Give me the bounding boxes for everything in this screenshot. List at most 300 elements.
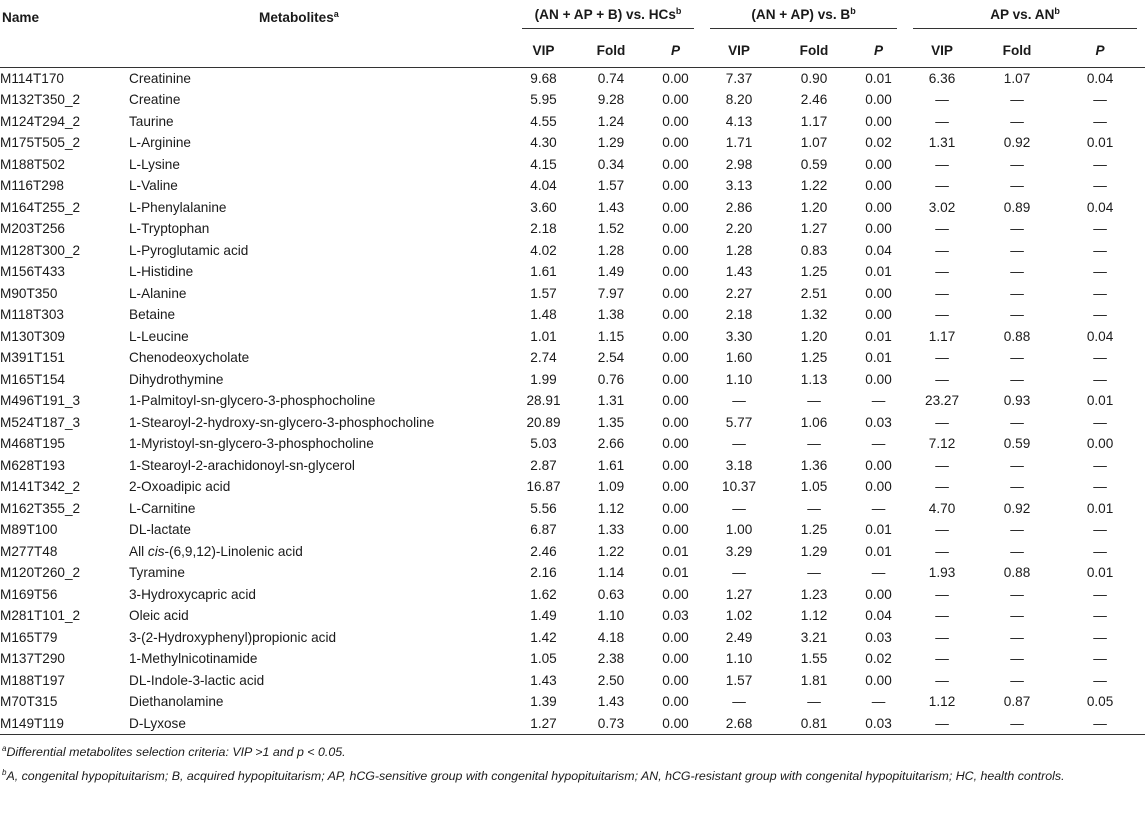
table-row	[0, 605, 1145, 627]
cell-fold: —	[1010, 629, 1024, 645]
cell-metabolite: All cis-(6,9,12)-Linolenic acid	[129, 543, 303, 559]
cell-vip: 2.46	[530, 543, 557, 559]
cell-fold: 1.32	[800, 307, 828, 323]
cell-p: 0.00	[865, 371, 892, 387]
cell-p: 0.00	[662, 715, 689, 731]
cell-p: 0.00	[662, 285, 689, 301]
table-row	[0, 648, 1145, 670]
cell-fold: 4.18	[597, 629, 625, 645]
cell-p: 0.00	[662, 651, 689, 667]
cell-metabolite: L-Arginine	[129, 135, 191, 151]
cell-vip: 2.74	[530, 350, 557, 366]
cell-vip: —	[935, 221, 949, 237]
cell-p: 0.00	[662, 586, 689, 602]
cell-vip: 1.49	[530, 608, 557, 624]
cell-p: 0.03	[662, 608, 689, 624]
cell-fold: —	[1010, 608, 1024, 624]
cell-vip: 16.87	[526, 479, 561, 495]
table-row	[0, 197, 1145, 219]
cell-vip: 2.27	[725, 285, 753, 301]
cell-vip: 2.20	[725, 221, 753, 237]
cell-vip: 10.37	[722, 479, 757, 495]
cell-p: —	[1093, 350, 1107, 366]
cell-vip: 4.70	[928, 500, 956, 516]
cell-fold: —	[1010, 285, 1024, 301]
table-row	[0, 261, 1145, 283]
cell-name: M277T48	[0, 543, 58, 559]
cell-p: 0.03	[865, 715, 892, 731]
cell-fold: 0.87	[1003, 694, 1031, 710]
cell-fold: 1.61	[597, 457, 625, 473]
cell-fold: 0.73	[597, 715, 625, 731]
cell-metabolite: L-Histidine	[129, 264, 194, 280]
cell-p: —	[1093, 608, 1107, 624]
cell-fold: 0.81	[800, 715, 828, 731]
cell-fold: 1.25	[800, 350, 828, 366]
table-header	[0, 0, 1145, 68]
cell-p: 0.00	[662, 135, 689, 151]
cell-name: M116T298	[0, 178, 64, 194]
table-row	[0, 304, 1145, 326]
cell-fold: 1.20	[800, 199, 828, 215]
cell-fold: 1.20	[800, 328, 828, 344]
cell-p: 0.00	[662, 178, 689, 194]
cell-fold: 1.09	[597, 479, 625, 495]
cell-p: 0.00	[865, 221, 892, 237]
cell-fold: 1.81	[800, 672, 828, 688]
table-row	[0, 584, 1145, 606]
cell-fold: 0.92	[1003, 500, 1031, 516]
cell-p: 0.00	[662, 522, 689, 538]
cell-p: 0.04	[1086, 328, 1114, 344]
table-row	[0, 476, 1145, 498]
cell-p: —	[1093, 242, 1107, 258]
cell-vip: —	[935, 715, 949, 731]
table-row	[0, 218, 1145, 240]
cell-fold: —	[807, 694, 821, 710]
cell-p: 0.00	[865, 479, 892, 495]
cell-metabolite: L-Tryptophan	[129, 221, 210, 237]
cell-name: M165T154	[0, 371, 65, 387]
cell-metabolite: 1-Methylnicotinamide	[129, 651, 258, 667]
cell-metabolite: Creatine	[129, 92, 181, 108]
cell-p: 0.04	[865, 608, 892, 624]
cell-metabolite: L-Leucine	[129, 328, 189, 344]
cell-fold: 0.93	[1003, 393, 1031, 409]
cell-fold: 1.38	[597, 307, 625, 323]
cell-fold: 1.24	[597, 113, 625, 129]
cell-name: M391T151	[0, 350, 65, 366]
cell-p: 0.03	[865, 629, 892, 645]
cell-p: —	[1093, 522, 1107, 538]
cell-p: 0.00	[865, 285, 892, 301]
cell-p: 0.00	[662, 350, 689, 366]
cell-fold: 1.25	[800, 264, 828, 280]
cell-p: 0.00	[865, 586, 892, 602]
table-row	[0, 627, 1145, 649]
cell-p: 0.00	[662, 242, 689, 258]
cell-vip: —	[935, 92, 949, 108]
cell-p: —	[1093, 629, 1107, 645]
cell-fold: 1.35	[597, 414, 625, 430]
cell-fold: 3.21	[800, 629, 828, 645]
cell-fold: —	[1010, 371, 1024, 387]
cell-p: —	[1093, 479, 1107, 495]
cell-vip: —	[935, 522, 949, 538]
cell-p: 0.04	[1086, 199, 1114, 215]
cell-fold: 0.88	[1003, 565, 1031, 581]
header-metabolites: Metabolites$^a$	[259, 9, 339, 25]
cell-name: M137T290	[0, 651, 65, 667]
cell-vip: —	[935, 586, 949, 602]
cell-metabolite: L-Alanine	[129, 285, 187, 301]
cell-fold: —	[1010, 651, 1024, 667]
table-row	[0, 369, 1145, 391]
cell-fold: 1.10	[597, 608, 625, 624]
cell-fold: —	[1010, 715, 1024, 731]
cell-vip: 1.27	[530, 715, 557, 731]
cell-fold: —	[807, 500, 821, 516]
cell-fold: 1.17	[800, 113, 828, 129]
table-row	[0, 68, 1145, 90]
cell-fold: 0.76	[597, 371, 625, 387]
table-row	[0, 691, 1145, 713]
cell-vip: 1.57	[725, 672, 753, 688]
cell-metabolite: D-Lyxose	[129, 715, 186, 731]
cell-p: —	[1093, 113, 1107, 129]
cell-fold: 1.43	[597, 199, 625, 215]
cell-vip: 1.10	[725, 371, 753, 387]
cell-vip: 3.60	[530, 199, 557, 215]
cell-fold: 1.43	[597, 694, 625, 710]
cell-fold: —	[1010, 457, 1024, 473]
cell-name: M203T256	[0, 221, 65, 237]
cell-vip: 1.00	[725, 522, 753, 538]
footnote-a: $^a$Differential metabolites selection criteria: VIP >1 and p < 0.05.	[2, 743, 346, 759]
cell-vip: 1.12	[928, 694, 956, 710]
cell-p: 0.05	[1086, 694, 1114, 710]
cell-fold: 2.51	[800, 285, 828, 301]
cell-vip: 2.86	[725, 199, 753, 215]
cell-fold: —	[1010, 92, 1024, 108]
cell-name: M128T300_2	[0, 242, 81, 258]
cell-p: 0.00	[865, 307, 892, 323]
cell-vip: —	[732, 436, 746, 452]
cell-name: M162T355_2	[0, 500, 81, 516]
header-vip: VIP	[728, 43, 750, 58]
cell-vip: 1.05	[530, 651, 557, 667]
cell-name: M90T350	[0, 285, 58, 301]
cell-fold: 2.50	[597, 672, 625, 688]
cell-metabolite: 3-(2-Hydroxyphenyl)propionic acid	[129, 629, 337, 645]
cell-fold: 1.31	[597, 393, 625, 409]
header-fold: Fold	[1002, 43, 1032, 58]
cell-p: —	[1093, 672, 1107, 688]
cell-metabolite: L-Pyroglutamic acid	[129, 242, 249, 258]
cell-p: 0.02	[865, 651, 892, 667]
cell-fold: 1.07	[800, 135, 828, 151]
cell-p: 0.01	[865, 328, 892, 344]
cell-p: 0.01	[865, 350, 892, 366]
cell-name: M628T193	[0, 457, 65, 473]
cell-metabolite: Creatinine	[129, 71, 191, 86]
cell-vip: 1.93	[928, 565, 956, 581]
cell-vip: —	[935, 651, 949, 667]
cell-metabolite: L-Carnitine	[129, 500, 196, 516]
cell-fold: 1.13	[800, 371, 828, 387]
header-vip: VIP	[931, 43, 953, 58]
cell-p: 0.03	[865, 414, 892, 430]
cell-vip: 4.13	[725, 113, 753, 129]
cell-p: 0.00	[662, 199, 689, 215]
header-p: P	[873, 43, 884, 58]
table-row	[0, 519, 1145, 541]
cell-fold: 1.07	[1003, 71, 1031, 86]
cell-vip: —	[935, 414, 949, 430]
cell-metabolite: Betaine	[129, 307, 176, 323]
cell-vip: 5.95	[530, 92, 557, 108]
cell-name: M130T309	[0, 328, 65, 344]
cell-p: 0.00	[662, 371, 689, 387]
cell-name: M468T195	[0, 436, 65, 452]
cell-p: 0.00	[662, 156, 689, 172]
cell-vip: 4.30	[530, 135, 557, 151]
cell-fold: —	[1010, 543, 1024, 559]
table-row	[0, 154, 1145, 176]
cell-p: —	[1093, 586, 1107, 602]
cell-p: —	[1093, 307, 1107, 323]
cell-fold: 2.66	[597, 436, 625, 452]
cell-vip: 1.57	[530, 285, 557, 301]
table-row	[0, 455, 1145, 477]
cell-p: 0.00	[865, 178, 892, 194]
cell-fold: —	[1010, 178, 1024, 194]
cell-fold: —	[1010, 264, 1024, 280]
cell-vip: 2.18	[725, 307, 753, 323]
cell-vip: 7.12	[928, 436, 956, 452]
cell-metabolite: DL-Indole-3-lactic acid	[129, 672, 265, 688]
cell-p: 0.00	[662, 500, 689, 516]
cell-metabolite: Chenodeoxycholate	[129, 350, 250, 366]
cell-fold: 2.54	[597, 350, 625, 366]
header-name: Name	[2, 9, 40, 25]
cell-name: M165T79	[0, 629, 58, 645]
footnote-b: $^b$A, congenital hypopituitarism; B, acquired hypopituitarism; AP, hCG-sensitive group with congenital hypopituitarism; AN, hCG-resistant group with congenital hypopituitarism; HC, health controls.	[2, 767, 1065, 783]
cell-metabolite: L-Lysine	[129, 156, 180, 172]
cell-fold: —	[1010, 307, 1024, 323]
cell-p: 0.00	[662, 414, 689, 430]
cell-vip: 4.02	[530, 242, 557, 258]
cell-fold: 1.49	[597, 264, 625, 280]
cell-metabolite: Taurine	[129, 113, 174, 129]
cell-vip: —	[935, 264, 949, 280]
table-row	[0, 111, 1145, 133]
table-row	[0, 433, 1145, 455]
cell-p: 0.00	[662, 113, 689, 129]
cell-vip: 1.27	[725, 586, 753, 602]
cell-fold: 1.28	[597, 242, 625, 258]
cell-name: M114T170	[0, 71, 64, 86]
cell-fold: 1.57	[597, 178, 625, 194]
cell-fold: 1.15	[597, 328, 625, 344]
cell-name: M164T255_2	[0, 199, 81, 215]
cell-vip: —	[935, 457, 949, 473]
cell-p: 0.01	[662, 543, 689, 559]
table-row	[0, 670, 1145, 692]
cell-fold: 1.12	[597, 500, 625, 516]
cell-p: —	[1093, 156, 1107, 172]
cell-p: 0.00	[662, 629, 689, 645]
cell-fold: —	[807, 393, 821, 409]
cell-name: M175T505_2	[0, 135, 81, 151]
cell-fold: 1.06	[800, 414, 828, 430]
cell-fold: 1.12	[800, 608, 828, 624]
cell-vip: —	[935, 242, 949, 258]
cell-vip: 5.03	[530, 436, 557, 452]
cell-metabolite: L-Phenylalanine	[129, 199, 227, 215]
cell-fold: —	[1010, 350, 1024, 366]
cell-vip: 1.61	[530, 264, 557, 280]
cell-p: 0.00	[662, 221, 689, 237]
cell-metabolite: 1-Myristoyl-sn-glycero-3-phosphocholine	[129, 436, 374, 452]
cell-fold: —	[1010, 586, 1024, 602]
cell-vip: —	[935, 350, 949, 366]
cell-metabolite: 1-Palmitoyl-sn-glycero-3-phosphocholine	[129, 393, 376, 409]
cell-p: —	[871, 393, 886, 409]
header-fold: Fold	[596, 43, 626, 58]
header-group-anap-vs-b: (AN + AP) vs. $B^b$	[702, 0, 905, 34]
cell-vip: 4.04	[530, 178, 557, 194]
cell-p: 0.00	[1086, 436, 1114, 452]
cell-name: M118T303	[0, 307, 64, 323]
cell-p: 0.00	[662, 457, 689, 473]
cell-vip: 3.29	[725, 543, 753, 559]
cell-vip: —	[935, 629, 949, 645]
cell-fold: 1.23	[800, 586, 828, 602]
cell-vip: 20.89	[526, 414, 561, 430]
cell-metabolite: DL-lactate	[129, 522, 191, 538]
cell-p: 0.00	[662, 92, 689, 108]
cell-metabolite: Oleic acid	[129, 608, 189, 624]
cell-name: M188T197	[0, 672, 65, 688]
cell-vip: 1.10	[725, 651, 753, 667]
cell-fold: 1.14	[597, 565, 625, 581]
cell-fold: 0.74	[597, 71, 625, 86]
table-row	[0, 541, 1145, 563]
cell-p: —	[1093, 651, 1107, 667]
header-p: P	[1095, 43, 1105, 58]
cell-p: 0.01	[865, 264, 892, 280]
table-row	[0, 347, 1145, 369]
cell-metabolite: 1-Stearoyl-2-arachidonoyl-sn-glycerol	[129, 457, 355, 473]
cell-vip: 2.16	[530, 565, 557, 581]
table-row	[0, 326, 1145, 348]
cell-vip: 1.43	[725, 264, 753, 280]
cell-p: 0.01	[865, 71, 892, 86]
cell-vip: —	[935, 156, 949, 172]
cell-vip: 1.02	[725, 608, 753, 624]
cell-name: M149T119	[0, 715, 64, 731]
cell-vip: —	[935, 307, 949, 323]
table-body	[0, 68, 1145, 735]
cell-p: —	[1093, 178, 1107, 194]
cell-metabolite: 2-Oxoadipic acid	[129, 479, 231, 495]
cell-metabolite: Diethanolamine	[129, 694, 224, 710]
table-footnotes	[0, 739, 1145, 786]
cell-p: 0.00	[865, 457, 892, 473]
cell-p: 0.02	[865, 135, 892, 151]
cell-vip: 1.99	[530, 371, 557, 387]
cell-p: —	[1093, 92, 1107, 108]
cell-p: 0.01	[1086, 393, 1114, 409]
cell-fold: 1.52	[597, 221, 625, 237]
cell-vip: —	[935, 285, 949, 301]
cell-p: 0.01	[662, 565, 689, 581]
cell-p: 0.00	[865, 156, 892, 172]
cell-metabolite: 3-Hydroxycapric acid	[129, 586, 256, 602]
table-row	[0, 412, 1145, 434]
cell-fold: 9.28	[597, 92, 625, 108]
cell-fold: 1.22	[800, 178, 828, 194]
cell-vip: 3.02	[928, 199, 956, 215]
cell-p: —	[1093, 715, 1107, 731]
cell-vip: —	[935, 543, 949, 559]
cell-vip: 5.56	[530, 500, 557, 516]
table-row	[0, 390, 1145, 412]
cell-vip: 6.87	[530, 522, 557, 538]
cell-vip: 4.15	[530, 156, 557, 172]
cell-fold: 1.27	[800, 221, 828, 237]
cell-fold: 1.29	[800, 543, 828, 559]
cell-vip: 2.49	[725, 629, 753, 645]
cell-vip: 6.36	[928, 71, 956, 86]
cell-vip: —	[935, 178, 949, 194]
cell-fold: 0.89	[1003, 199, 1031, 215]
cell-vip: —	[935, 371, 949, 387]
cell-fold: 0.34	[597, 156, 625, 172]
cell-vip: —	[935, 608, 949, 624]
cell-vip: 1.39	[530, 694, 557, 710]
cell-fold: 0.83	[800, 242, 828, 258]
cell-p: —	[871, 565, 886, 581]
cell-p: 0.00	[865, 113, 892, 129]
cell-vip: 1.01	[530, 328, 557, 344]
cell-metabolite: Dihydrothymine	[129, 371, 224, 387]
header-group-all-vs-hc: (AN + AP + B) vs. HCs$^b$	[514, 0, 702, 34]
cell-fold: 0.59	[1003, 436, 1031, 452]
cell-name: M132T350_2	[0, 92, 81, 108]
table-row	[0, 562, 1145, 584]
cell-vip: —	[732, 393, 746, 409]
cell-p: 0.00	[662, 264, 689, 280]
cell-vip: 1.28	[725, 242, 753, 258]
cell-name: M281T101_2	[0, 608, 81, 624]
cell-p: 0.04	[1086, 71, 1114, 86]
cell-name: M496T191_3	[0, 393, 81, 409]
cell-fold: —	[1010, 221, 1024, 237]
cell-fold: —	[1010, 672, 1024, 688]
cell-vip: 1.62	[530, 586, 557, 602]
cell-p: —	[1093, 264, 1107, 280]
cell-name: M124T294_2	[0, 113, 81, 129]
cell-p: 0.01	[1086, 500, 1114, 516]
cell-name: M524T187_3	[0, 414, 81, 430]
cell-vip: —	[732, 500, 746, 516]
cell-vip: 3.13	[725, 178, 753, 194]
cell-fold: 0.90	[800, 71, 828, 86]
table-row	[0, 132, 1145, 154]
cell-vip: —	[935, 113, 949, 129]
